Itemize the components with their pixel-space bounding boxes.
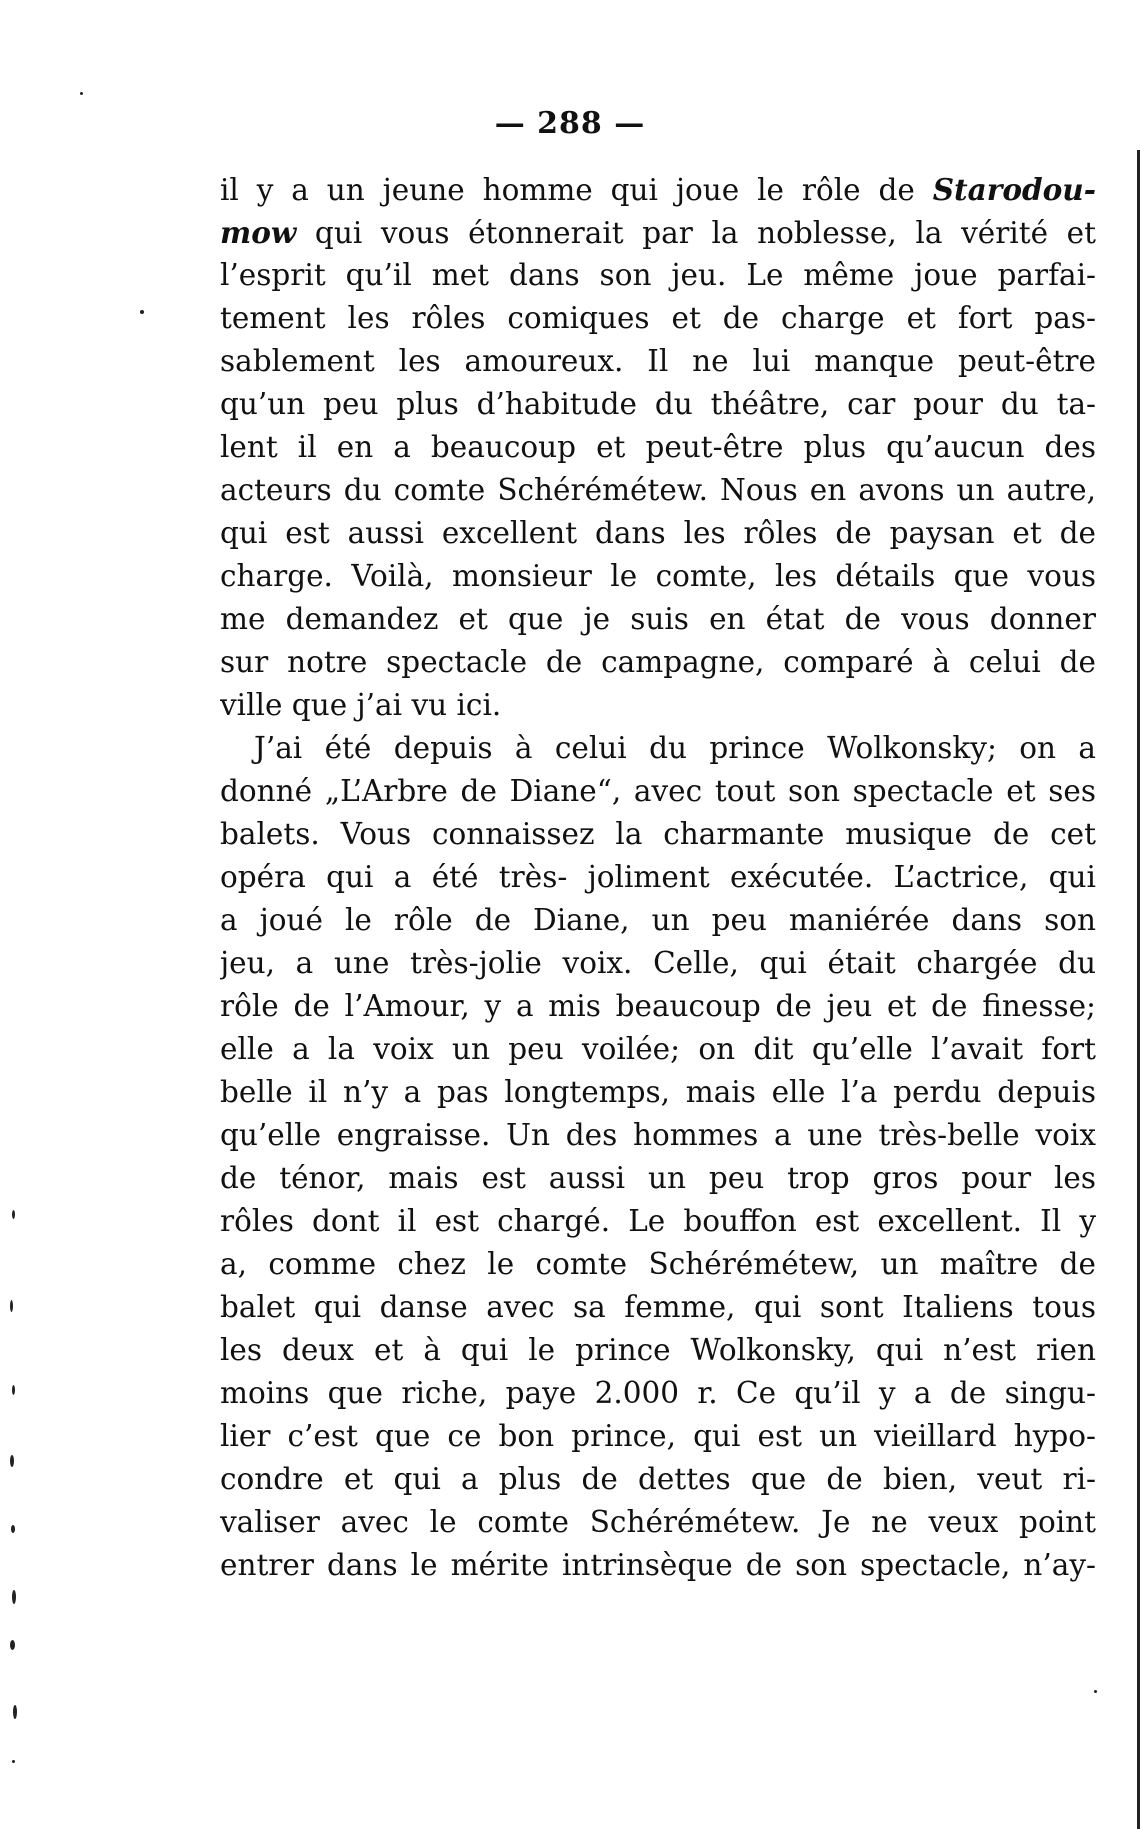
margin-speck (12, 1760, 15, 1763)
text-line: entrer dans le mérite intrinsèque de son spectacle, n’ay- (220, 1548, 1096, 1582)
italic-name: mow (220, 215, 297, 250)
margin-speck (12, 1210, 15, 1219)
text-line: J’ai été depuis à celui du prince Wolkonsky; on a (254, 731, 1096, 765)
paragraph-2 (220, 727, 1096, 1587)
text-line: me demandez et que je suis en état de vous donner (220, 602, 1096, 636)
text-line: charge. Voilà, monsieur le comte, les détails que vous (220, 559, 1096, 593)
margin-speck (12, 1590, 16, 1604)
text-line: tement les rôles comiques et de charge et fort pas- (220, 301, 1096, 335)
margin-speck (13, 1705, 17, 1719)
text-line: qu’un peu plus d’habitude du théâtre, car pour du ta- (220, 387, 1096, 421)
italic-name: Starodou- (932, 172, 1096, 207)
text-line: balets. Vous connaissez la charmante musique de cet (220, 817, 1096, 851)
text-line: a, comme chez le comte Schérémétew, un maître de (220, 1247, 1096, 1281)
text-line: moins que riche, paye 2.000 r. Ce qu’il y a de singu- (220, 1376, 1096, 1410)
text-line: balet qui danse avec sa femme, qui sont Italiens tous (220, 1290, 1096, 1324)
text-line: lent il en a beaucoup et peut-être plus qu’aucun des (220, 430, 1096, 464)
margin-speck (12, 1385, 15, 1395)
text-line: elle a la voix un peu voilée; on dit qu’elle l’avait fort (220, 1032, 1096, 1066)
text-line: opéra qui a été très- joliment exécutée. L’actrice, qui (220, 860, 1096, 894)
text-line: ville que j’ai vu ici. (220, 688, 502, 722)
text-line: acteurs du comte Schérémétew. Nous en avons un autre, (220, 473, 1096, 507)
text-line: sablement les amoureux. Il ne lui manque peut-être (220, 344, 1096, 378)
margin-speck (10, 1640, 15, 1650)
text-line: qui est aussi excellent dans les rôles de paysan et de (220, 516, 1096, 550)
margin-speck (10, 1300, 13, 1312)
text-line: valiser avec le comte Schérémétew. Je ne veux point (220, 1505, 1096, 1539)
text-line: rôle de l’Amour, y a mis beaucoup de jeu et de finesse; (220, 989, 1096, 1023)
text-line: condre et qui a plus de dettes que de bien, veut ri- (220, 1462, 1096, 1496)
page-number: — 288 — (494, 106, 646, 141)
paragraph-1 (220, 168, 1096, 727)
margin-speck (80, 92, 83, 95)
margin-speck (140, 310, 144, 314)
text-line: qu’elle engraisse. Un des hommes a une très-belle voix (220, 1118, 1096, 1152)
text-line: rôles dont il est chargé. Le bouffon est excellent. Il y (220, 1204, 1096, 1238)
margin-speck (1094, 1690, 1097, 1693)
text-segment: qui vous étonnerait par la noblesse, la vérité et (296, 216, 1096, 250)
text-line: les deux et à qui le prince Wolkonsky, qui n’est rien (220, 1333, 1096, 1367)
text-line: belle il n’y a pas longtemps, mais elle l’a perdu depuis (220, 1075, 1096, 1109)
margin-speck (11, 1525, 15, 1533)
text-line: l’esprit qu’il met dans son jeu. Le même joue parfai- (220, 258, 1096, 292)
text-line: lier c’est que ce bon prince, qui est un vieillard hypo- (220, 1419, 1096, 1453)
text-line (220, 211, 1096, 254)
text-line: sur notre spectacle de campagne, comparé à celui de (220, 645, 1096, 679)
text-line (220, 168, 1096, 211)
text-line: jeu, a une très-jolie voix. Celle, qui était chargée du (220, 946, 1096, 980)
margin-speck (10, 1455, 14, 1467)
text-line: de ténor, mais est aussi un peu trop gros pour les (220, 1161, 1096, 1195)
text-line: donné „L’Arbre de Diane“, avec tout son spectacle et ses (220, 774, 1096, 808)
text-line: a joué le rôle de Diane, un peu maniérée dans son (220, 903, 1096, 937)
body-text (220, 168, 1096, 1587)
text-segment: il y a un jeune homme qui joue le rôle de (220, 173, 933, 207)
